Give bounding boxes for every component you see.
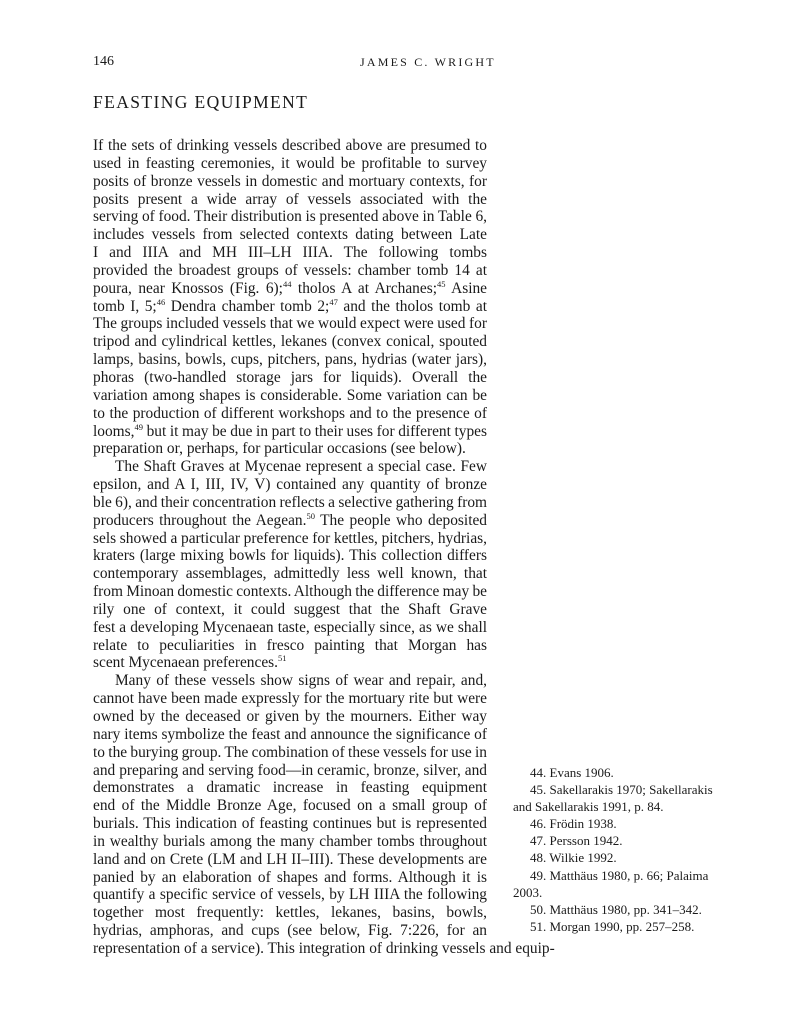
text-run: owned by the deceased or given by the mourners. Either way bbox=[93, 708, 487, 725]
text-run: The people who deposited bbox=[320, 511, 487, 529]
text-run: demonstrates a dramatic increase in feasting equipment bbox=[93, 779, 487, 797]
section-title: FEASTING EQUIPMENT bbox=[93, 92, 309, 112]
text-line bbox=[93, 458, 487, 476]
running-head: JAMES C. WRIGHT bbox=[360, 55, 496, 69]
footnote-ref: 51 bbox=[278, 653, 287, 664]
text-run: Many of these vessels show signs of wear and repair, and, bbox=[115, 672, 487, 690]
text-line bbox=[93, 405, 487, 423]
footnote: 51. Morgan 1990, pp. 257–258. bbox=[530, 918, 695, 934]
text-line bbox=[93, 869, 487, 887]
text-line bbox=[93, 208, 487, 226]
text-line bbox=[93, 601, 487, 619]
text-line bbox=[93, 886, 487, 904]
text-run: preparation or, perhaps, for particular occasions (see below). bbox=[93, 440, 466, 458]
text-run: together most frequently: kettles, lekanes, basins, bowls, bbox=[93, 904, 487, 922]
text-run: land and on Crete (LM and LH II–III). These developments are bbox=[93, 850, 487, 868]
text-run: producers throughout the Aegean. bbox=[93, 511, 307, 529]
text-run: Dendra chamber tomb 2; bbox=[165, 297, 330, 315]
text-line bbox=[93, 155, 487, 173]
text-run: from Minoan domestic contexts. Although the difference may be bbox=[93, 583, 487, 601]
footnote: 46. Frödin 1938. bbox=[530, 816, 617, 832]
text-line bbox=[93, 762, 487, 780]
text-line bbox=[93, 708, 487, 726]
text-run: relate to peculiarities in fresco painting that Morgan has bbox=[93, 636, 487, 654]
text-run: If the sets of drinking vessels described above are presumed to bbox=[93, 137, 487, 154]
text-run: includes vessels from selected contexts dating between Late bbox=[93, 226, 487, 244]
text-line bbox=[93, 726, 487, 744]
text-line bbox=[93, 191, 487, 209]
text-line bbox=[93, 637, 487, 655]
text-run: The Shaft Graves at Mycenae represent a special case. Few bbox=[115, 458, 487, 476]
text-run: looms, bbox=[93, 422, 135, 440]
text-line bbox=[93, 333, 487, 351]
page-number: 146 bbox=[93, 54, 114, 69]
text-line bbox=[93, 654, 487, 672]
text-run: ble 6), and their concentration reflects a selective gathering from bbox=[93, 493, 487, 511]
text-line bbox=[93, 494, 487, 512]
text-run: hydrias, amphoras, and cups (see below, Fig. 7:226, for an bbox=[93, 922, 487, 940]
text-run: lamps, basins, bowls, cups, pitchers, pans, hydrias (water jars), bbox=[93, 351, 487, 369]
text-run: phoras (two-handled storage jars for liquids). Overall the bbox=[93, 368, 487, 386]
text-line bbox=[93, 744, 487, 762]
footnote-ref: 49 bbox=[134, 422, 143, 432]
text-run: poura, near Knossos (Fig. 6); bbox=[93, 279, 283, 297]
text-run: variation among shapes is considerable. Some variation can be bbox=[93, 386, 487, 404]
text-line bbox=[93, 369, 487, 387]
text-run: I and IIIA and MH III–LH IIIA. The following tombs bbox=[93, 244, 487, 262]
text-run: contemporary assemblages, admittedly less well known, that bbox=[93, 565, 487, 583]
text-line bbox=[93, 387, 487, 405]
paragraph bbox=[93, 458, 487, 672]
text-line bbox=[93, 173, 487, 191]
text-line bbox=[93, 476, 487, 494]
text-line bbox=[93, 851, 487, 869]
text-line bbox=[93, 530, 487, 548]
text-run: and preparing and serving food—in ceramic, bronze, silver, and bbox=[93, 761, 487, 779]
text-line bbox=[93, 512, 487, 530]
text-line bbox=[93, 440, 487, 458]
text-line bbox=[93, 351, 487, 369]
text-line bbox=[93, 619, 487, 637]
footnote-ref: 47 bbox=[329, 297, 338, 307]
footnote-ref: 46 bbox=[156, 297, 166, 307]
text-line bbox=[93, 315, 487, 333]
footnote-ref: 45 bbox=[436, 279, 446, 289]
text-run: rily one of context, it could suggest that the Shaft Grave bbox=[93, 600, 487, 618]
text-run: The groups included vessels that we would expect were used for bbox=[93, 315, 487, 333]
text-line bbox=[93, 547, 487, 565]
text-line bbox=[93, 244, 487, 262]
text-run: quantify a specific service of vessels, by LH IIIA the following bbox=[93, 886, 487, 904]
text-run: to the production of different workshops and to the presence of bbox=[93, 404, 487, 422]
text-run: panied by an elaboration of shapes and forms. Although it is bbox=[93, 868, 487, 886]
text-line bbox=[93, 939, 555, 958]
text-run: provided the broadest groups of vessels: chamber tomb 14 at bbox=[93, 261, 487, 279]
text-run: end of the Middle Bronze Age, focused on a small group of bbox=[93, 797, 487, 815]
text-line bbox=[93, 137, 487, 155]
text-run: posits of bronze vessels in domestic and mortuary contexts, for bbox=[93, 172, 487, 190]
text-run: tomb I, 5; bbox=[93, 297, 157, 315]
footnote-ref: 44 bbox=[282, 279, 292, 289]
text-run: scent Mycenaean preferences. bbox=[93, 654, 279, 672]
text-line bbox=[93, 298, 487, 316]
text-run: and the tholos tomb at bbox=[343, 297, 487, 315]
footnote: and Sakellarakis 1991, p. 84. bbox=[513, 799, 664, 815]
text-run: posits present a wide array of vessels associated with the bbox=[93, 190, 487, 208]
text-run: cannot have been made expressly for the mortuary rite but were bbox=[93, 690, 487, 708]
text-run: tholos A at Archanes; bbox=[291, 279, 437, 297]
text-line bbox=[93, 904, 487, 922]
text-run: epsilon, and A I, III, IV, V) contained any quantity of bronze bbox=[93, 476, 487, 494]
text-line bbox=[93, 797, 487, 815]
text-line bbox=[93, 922, 487, 940]
text-run: kraters (large mixing bowls for liquids). This collection differs bbox=[93, 547, 487, 565]
paragraph bbox=[93, 137, 487, 458]
text-line bbox=[93, 815, 487, 833]
text-run: fest a developing Mycenaean taste, especially since, as we shall bbox=[93, 618, 487, 636]
text-line bbox=[93, 565, 487, 583]
text-run: in wealthy burials among the many chamber tombs throughout bbox=[93, 832, 487, 850]
footnote: 44. Evans 1906. bbox=[530, 765, 614, 780]
footnote: 48. Wilkie 1992. bbox=[530, 850, 617, 866]
text-line bbox=[93, 280, 487, 298]
footnote: 47. Persson 1942. bbox=[530, 833, 623, 849]
text-line bbox=[93, 672, 487, 690]
text-line bbox=[93, 583, 487, 601]
text-run: burials. This indication of feasting continues but is represented bbox=[93, 815, 487, 833]
text-run: but it may be due in part to their uses for different types bbox=[146, 422, 487, 440]
text-run: serving of food. Their distribution is presented above in Table 6, bbox=[93, 208, 487, 226]
footnote-ref: 50 bbox=[306, 511, 315, 521]
text-run: used in feasting ceremonies, it would be profitable to survey bbox=[93, 154, 487, 172]
text-run: tripod and cylindrical kettles, lekanes (convex conical, spouted bbox=[93, 333, 487, 351]
text-run: to the burying group. The combination of these vessels for use in bbox=[93, 743, 487, 761]
text-line bbox=[93, 690, 487, 708]
footnote: 45. Sakellarakis 1970; Sakellarakis bbox=[530, 782, 713, 798]
text-line bbox=[93, 833, 487, 851]
text-run: sels showed a particular preference for kettles, pitchers, hydrias, bbox=[93, 529, 487, 547]
text-run: nary items symbolize the feast and announce the significance of bbox=[93, 725, 487, 743]
text-run: Asine bbox=[451, 279, 487, 297]
footnote: 2003. bbox=[513, 884, 543, 900]
footnote: 49. Matthäus 1980, p. 66; Palaima bbox=[530, 867, 709, 883]
footnote: 50. Matthäus 1980, pp. 341–342. bbox=[530, 901, 702, 917]
footnotes bbox=[513, 764, 713, 935]
text-run: representation of a service). This integration of drinking vessels and equip- bbox=[93, 939, 555, 957]
text-line bbox=[93, 423, 487, 441]
text-line bbox=[93, 779, 487, 797]
text-line bbox=[93, 226, 487, 244]
text-line bbox=[93, 262, 487, 280]
